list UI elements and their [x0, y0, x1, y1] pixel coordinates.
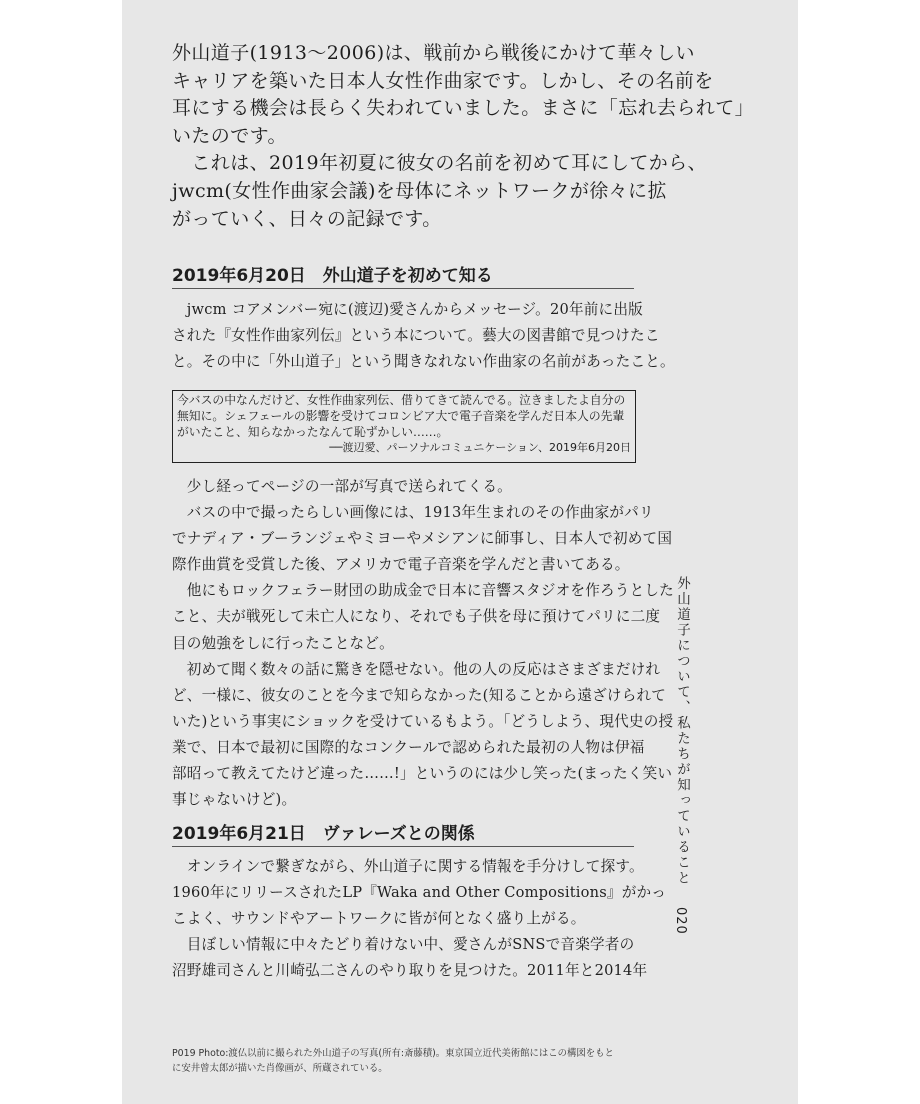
photo-caption — [172, 1046, 642, 1076]
body-line: 目ぼしい情報に中々たどり着けない中、愛さんがSNSで音楽学者の — [172, 936, 635, 954]
body-line: 初めて聞く数々の話に驚きを隠せない。他の人の反応はさまざまだけれ — [172, 660, 661, 678]
section2-paragraph — [172, 854, 667, 984]
body-line: オンラインで繋ぎながら、外山道子に関する情報を手分けして探す。 — [172, 858, 644, 875]
intro-line: これは、2019年初夏に彼女の名前を初めて耳にしてから、 — [172, 152, 707, 175]
section-heading-june-21: 2019年6月21日 ヴァレーズとの関係 — [172, 822, 634, 847]
intro-line: 耳にする機会は長らく失われていました。まさに「忘れ去られて」 — [172, 97, 755, 120]
body-line: 部昭って教えてたけど違った……!」というのには少し笑った(まったく笑い — [172, 765, 673, 783]
quote-line: 今バスの中なんだけど、女性作曲家列伝、借りてきて読んでる。泣きましたよ自分の — [177, 393, 626, 407]
body-line: バスの中で撮ったらしい画像には、1913年生まれのその作曲家がパリ — [172, 504, 654, 522]
body-line: 際作曲賞を受賞した後、アメリカで電子音楽を学んだと書いてある。 — [172, 556, 630, 574]
quote-line: 無知に。シェフェールの影響を受けてコロンビア大で電子音楽を学んだ日本人の先輩 — [177, 409, 625, 423]
intro-line: いたのです。 — [172, 124, 287, 147]
section1-paragraph-1 — [172, 297, 675, 375]
body-line: いた)という事実にショックを受けているもよう。「どうしよう、現代史の授 — [172, 712, 674, 730]
quote-box — [172, 390, 636, 463]
body-line: 他にもロックフェラー財団の助成金で日本に音響スタジオを作ろうとした — [172, 582, 674, 600]
body-line: こと、夫が戦死して未亡人になり、それでも子供を母に預けてパリに二度 — [172, 608, 661, 626]
caption-line: P019 Photo:渡仏以前に撮られた外山道子の写真(所有:斎藤積)。東京国立近代美術館にはこの構図をもと — [172, 1048, 614, 1059]
intro-line: キャリアを築いた日本人女性作曲家です。しかし、その名前を — [172, 69, 714, 92]
intro-paragraph — [172, 40, 755, 233]
page-number: 020 — [673, 907, 688, 935]
intro-line: jwcm(女性作曲家会議)を母体にネットワークが徐々に拡 — [172, 179, 667, 202]
intro-line: がっていく、日々の記録です。 — [172, 207, 442, 230]
running-title: 外山道子について、私たちが知っていること — [674, 576, 690, 886]
body-line: ど、一様に、彼女のことを今まで知らなかった(知ることから遠ざけられて — [172, 686, 667, 704]
section-heading-june-20: 2019年6月20日 外山道子を初めて知る — [172, 264, 634, 289]
body-line: 業で、日本で最初に国際的なコンクールで認められた最初の人物は伊福 — [172, 738, 645, 756]
section1-paragraph-2 — [172, 474, 674, 813]
body-line: された『女性作曲家列伝』という本について。藝大の図書館で見つけたこ — [172, 327, 660, 345]
body-line: jwcm コアメンバー宛に(渡辺)愛さんからメッセージ。20年前に出版 — [172, 301, 643, 318]
body-line: でナディア・ブーランジェやミヨーやメシアンに師事し、日本人で初めて国 — [172, 530, 673, 548]
body-line: 事じゃないけど)。 — [172, 791, 297, 809]
body-line: 沼野雄司さんと川崎弘二さんのやり取りを見つけた。2011年と2014年 — [172, 962, 648, 980]
body-line: 1960年にリリースされたLP『Waka and Other Compositions』がかっ — [172, 884, 667, 902]
quote-source: ──渡辺愛、パーソナルコミュニケーション、2019年6月20日 — [329, 441, 631, 454]
body-line: 少し経ってページの一部が写真で送られてくる。 — [172, 478, 512, 495]
quote-line: がいたこと、知らなかったなんて恥ずかしい……。 — [177, 425, 449, 439]
caption-line: に安井曾太郎が描いた肖像画が、所蔵されている。 — [172, 1063, 388, 1074]
body-line: こよく、サウンドやアートワークに皆が何となく盛り上がる。 — [172, 910, 586, 928]
body-line: と。その中に「外山道子」という聞きなれない作曲家の名前があったこと。 — [172, 353, 675, 371]
intro-line: 外山道子(1913～2006)は、戦前から戦後にかけて華々しい — [172, 42, 695, 64]
body-line: 目の勉強をしに行ったことなど。 — [172, 634, 394, 652]
